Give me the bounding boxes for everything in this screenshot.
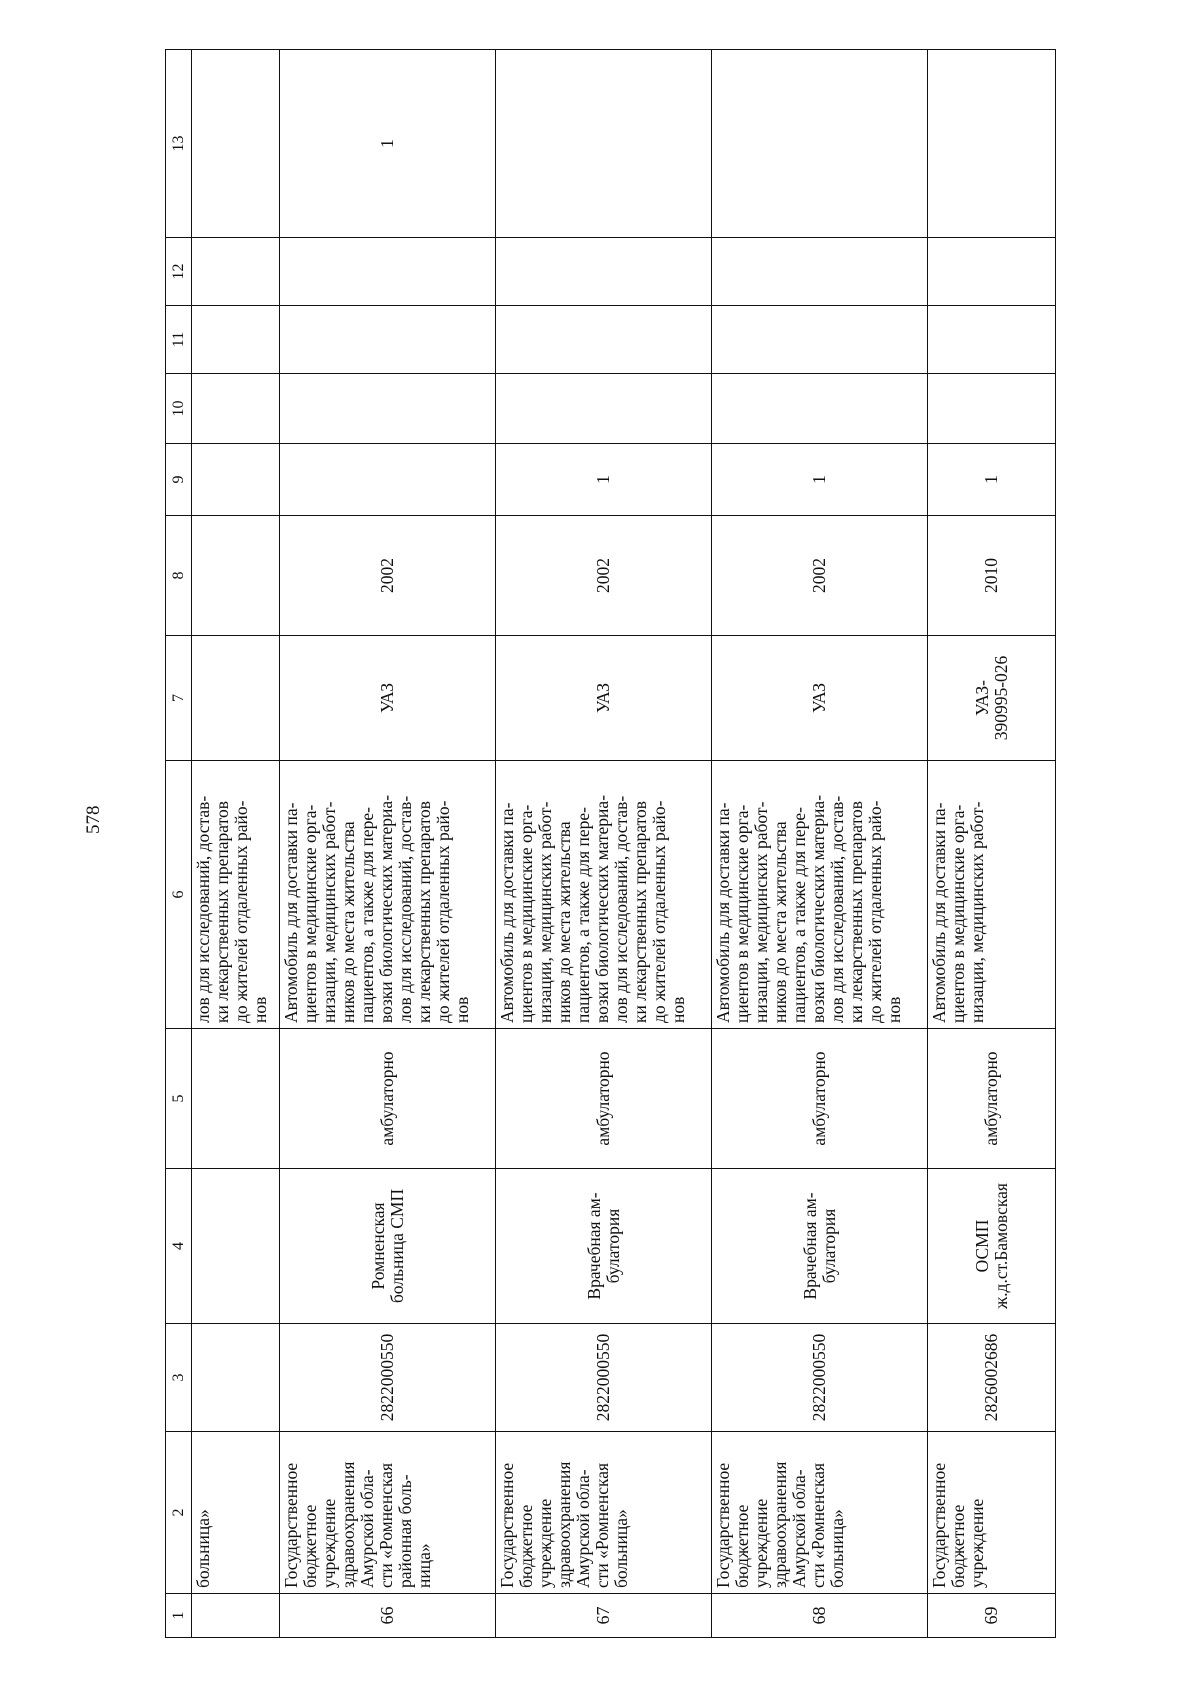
- cell-col11: [496, 306, 712, 374]
- cell-col9: [192, 444, 280, 516]
- cell-organization: Государственное бюджетное учреждение здравоохранения Амурской обла- сти «Ромненская больница»: [712, 1432, 928, 1594]
- cell-col9: 1: [496, 444, 712, 516]
- cell-inn: 2822000550: [712, 1324, 928, 1432]
- table-row: [496, 50, 712, 1638]
- column-header: 8: [166, 516, 192, 636]
- cell-col12: [280, 238, 496, 306]
- cell-col11: [280, 306, 496, 374]
- cell-col10: [496, 374, 712, 444]
- cell-col12: [712, 238, 928, 306]
- cell-col10: [712, 374, 928, 444]
- cell-col13: [928, 50, 1056, 238]
- cell-model: УАЗ: [280, 636, 496, 761]
- cell-col12: [928, 238, 1056, 306]
- cell-organization: Государственное бюджетное учреждение здравоохранения Амурской обла- сти «Ромненская районная боль- ница»: [280, 1432, 496, 1594]
- cell-col9: 1: [712, 444, 928, 516]
- table-row: [712, 50, 928, 1638]
- cell-inn: [192, 1324, 280, 1432]
- cell-row-number: [192, 1594, 280, 1638]
- cell-col10: [928, 374, 1056, 444]
- cell-unit: [192, 1169, 280, 1324]
- column-header: 2: [166, 1432, 192, 1594]
- cell-purpose: Автомобиль для доставки па- циентов в медицинские орга- низации, медицинских работ- ников до места жительства пациентов, а также для пере- возки биологических материа- лов для исследований, достав- ки лекарственных препаратов до жителей отдаленных райо- нов: [496, 761, 712, 1029]
- cell-col9: 1: [928, 444, 1056, 516]
- cell-year: [192, 516, 280, 636]
- cell-row-number: 68: [712, 1594, 928, 1638]
- cell-organization: Государственное бюджетное учреждение здравоохранения Амурской обла- сти «Ромненская больница»: [496, 1432, 712, 1594]
- cell-purpose: Автомобиль для доставки па- циентов в медицинские орга- низации, медицинских работ-: [928, 761, 1056, 1029]
- column-header: 10: [166, 374, 192, 444]
- table-row: [928, 50, 1056, 1638]
- cell-row-number: 66: [280, 1594, 496, 1638]
- column-header: 12: [166, 238, 192, 306]
- cell-care-form: амбулаторно: [928, 1029, 1056, 1169]
- cell-unit: Ромненская больница СМП: [280, 1169, 496, 1324]
- cell-col13: [712, 50, 928, 238]
- cell-year: 2002: [280, 516, 496, 636]
- rotated-table-wrapper: [165, 50, 1055, 1638]
- cell-col11: [928, 306, 1056, 374]
- cell-row-number: 69: [928, 1594, 1056, 1638]
- column-header: 6: [166, 761, 192, 1029]
- cell-col13: [496, 50, 712, 238]
- cell-unit: Врачебная ам- булатория: [496, 1169, 712, 1324]
- cell-row-number: 67: [496, 1594, 712, 1638]
- cell-year: 2002: [496, 516, 712, 636]
- table-row: [280, 50, 496, 1638]
- cell-model: УАЗ: [496, 636, 712, 761]
- column-header: 3: [166, 1324, 192, 1432]
- column-header: 1: [166, 1594, 192, 1638]
- column-header: 4: [166, 1169, 192, 1324]
- cell-purpose: Автомобиль для доставки па- циентов в медицинские орга- низации, медицинских работ- ников до места жительства пациентов, а также для пере- возки биологических материа- лов для исследований, достав- ки лекарственных препаратов до жителей отдаленных райо- нов: [280, 761, 496, 1029]
- cell-year: 2002: [712, 516, 928, 636]
- cell-col13: [192, 50, 280, 238]
- cell-year: 2010: [928, 516, 1056, 636]
- column-number-row: [166, 50, 192, 1638]
- cell-unit: ОСМП ж.д.ст.Бамовская: [928, 1169, 1056, 1324]
- column-header: 7: [166, 636, 192, 761]
- cell-inn: 2822000550: [280, 1324, 496, 1432]
- cell-inn: 2826002686: [928, 1324, 1056, 1432]
- table-row: [192, 50, 280, 1638]
- cell-care-form: амбулаторно: [496, 1029, 712, 1169]
- cell-inn: 2822000550: [496, 1324, 712, 1432]
- cell-purpose: лов для исследований, достав- ки лекарственных препаратов до жителей отдаленных райо- нов: [192, 761, 280, 1029]
- cell-care-form: [192, 1029, 280, 1169]
- cell-col13: 1: [280, 50, 496, 238]
- cell-unit: Врачебная ам- булатория: [712, 1169, 928, 1324]
- cell-model: УАЗ- 390995-026: [928, 636, 1056, 761]
- column-header: 5: [166, 1029, 192, 1169]
- column-header: 11: [166, 306, 192, 374]
- vehicle-table: [165, 49, 1056, 1638]
- cell-col10: [280, 374, 496, 444]
- cell-col9: [280, 444, 496, 516]
- cell-organization: Государственное бюджетное учреждение: [928, 1432, 1056, 1594]
- cell-col11: [192, 306, 280, 374]
- cell-model: УАЗ: [712, 636, 928, 761]
- cell-organization: больница»: [192, 1432, 280, 1594]
- column-header: 9: [166, 444, 192, 516]
- cell-col11: [712, 306, 928, 374]
- page-number: 578: [83, 805, 104, 834]
- column-header: 13: [166, 50, 192, 238]
- cell-model: [192, 636, 280, 761]
- cell-col12: [192, 238, 280, 306]
- cell-care-form: амбулаторно: [712, 1029, 928, 1169]
- cell-purpose: Автомобиль для доставки па- циентов в медицинские орга- низации, медицинских работ- ников до места жительства пациентов, а также для пере- возки биологических материа- лов для исследований, достав- ки лекарственных препаратов до жителей отдаленных райо- нов: [712, 761, 928, 1029]
- cell-col12: [496, 238, 712, 306]
- cell-col10: [192, 374, 280, 444]
- cell-care-form: амбулаторно: [280, 1029, 496, 1169]
